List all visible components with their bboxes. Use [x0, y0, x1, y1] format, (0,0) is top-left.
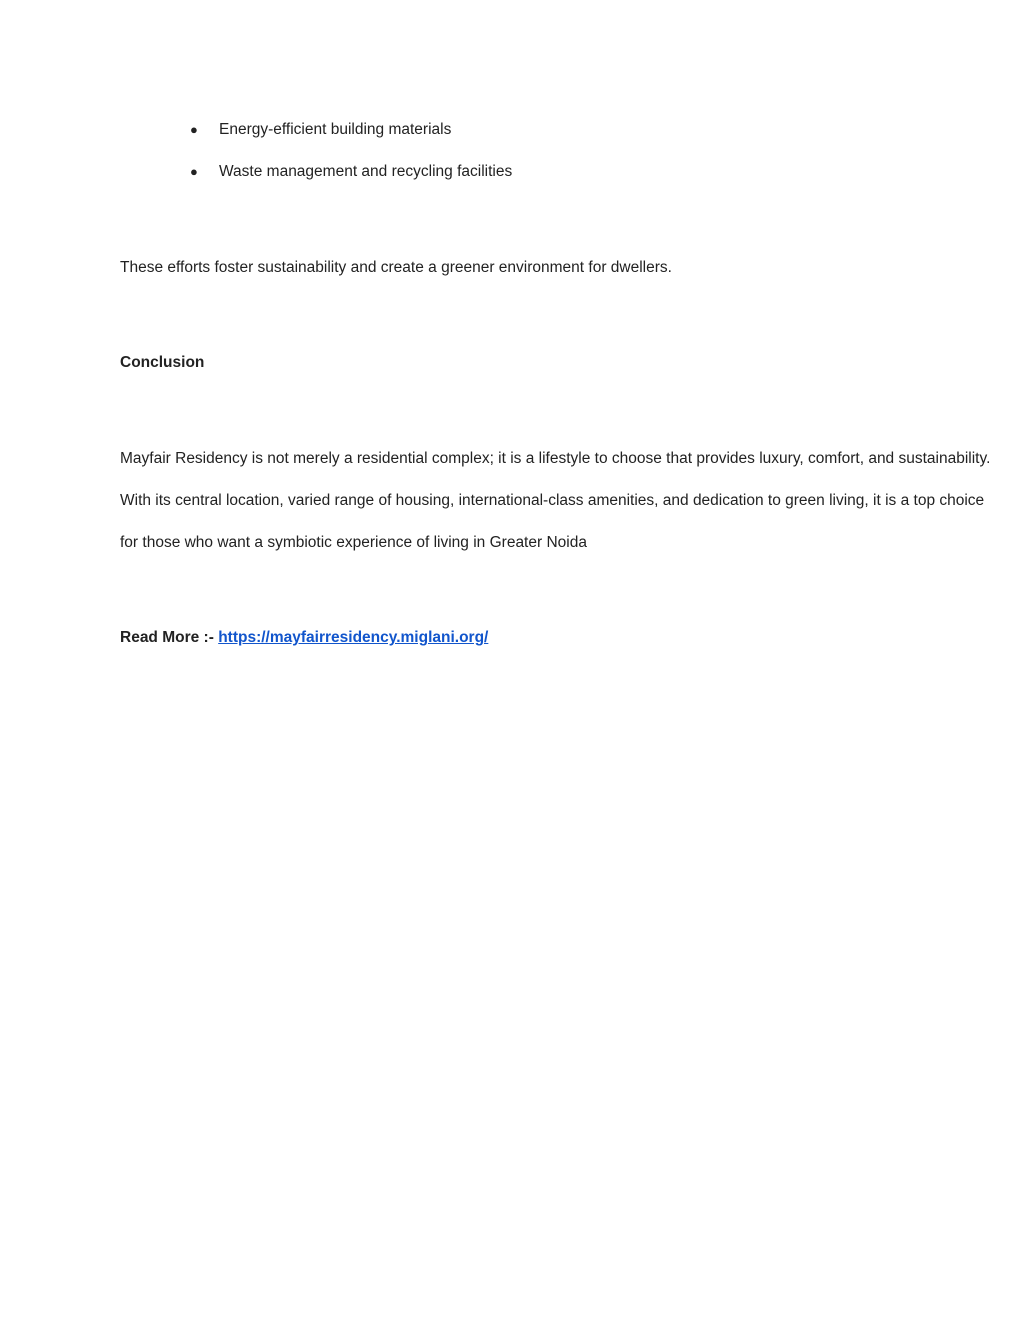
paragraph-line: for those who want a symbiotic experience of living in Greater Noida [120, 534, 587, 551]
bullet-text: Waste management and recycling facilities [219, 163, 513, 180]
read-more-line [120, 627, 488, 649]
bullet-icon: ● [190, 122, 198, 137]
list-item [188, 161, 512, 203]
read-more-label: Read More :- [120, 629, 219, 646]
paragraph-line: With its central location, varied range of housing, international-class amenities, and dedication to green living, it is a top choice [120, 492, 985, 509]
conclusion-heading: Conclusion [120, 354, 205, 371]
list-item [188, 119, 512, 161]
bullet-icon: ● [190, 164, 198, 179]
efforts-paragraph: These efforts foster sustainability and create a greener environment for dwellers. [120, 259, 672, 276]
paragraph-line: Mayfair Residency is not merely a residential complex; it is a lifestyle to choose that provides luxury, comfort, and sustainability. [120, 450, 991, 467]
bullet-text: Energy-efficient building materials [219, 121, 452, 138]
feature-bullet-list [188, 119, 512, 203]
read-more-link[interactable]: https://mayfairresidency.miglani.org/ [218, 629, 489, 646]
conclusion-paragraph [120, 448, 991, 574]
